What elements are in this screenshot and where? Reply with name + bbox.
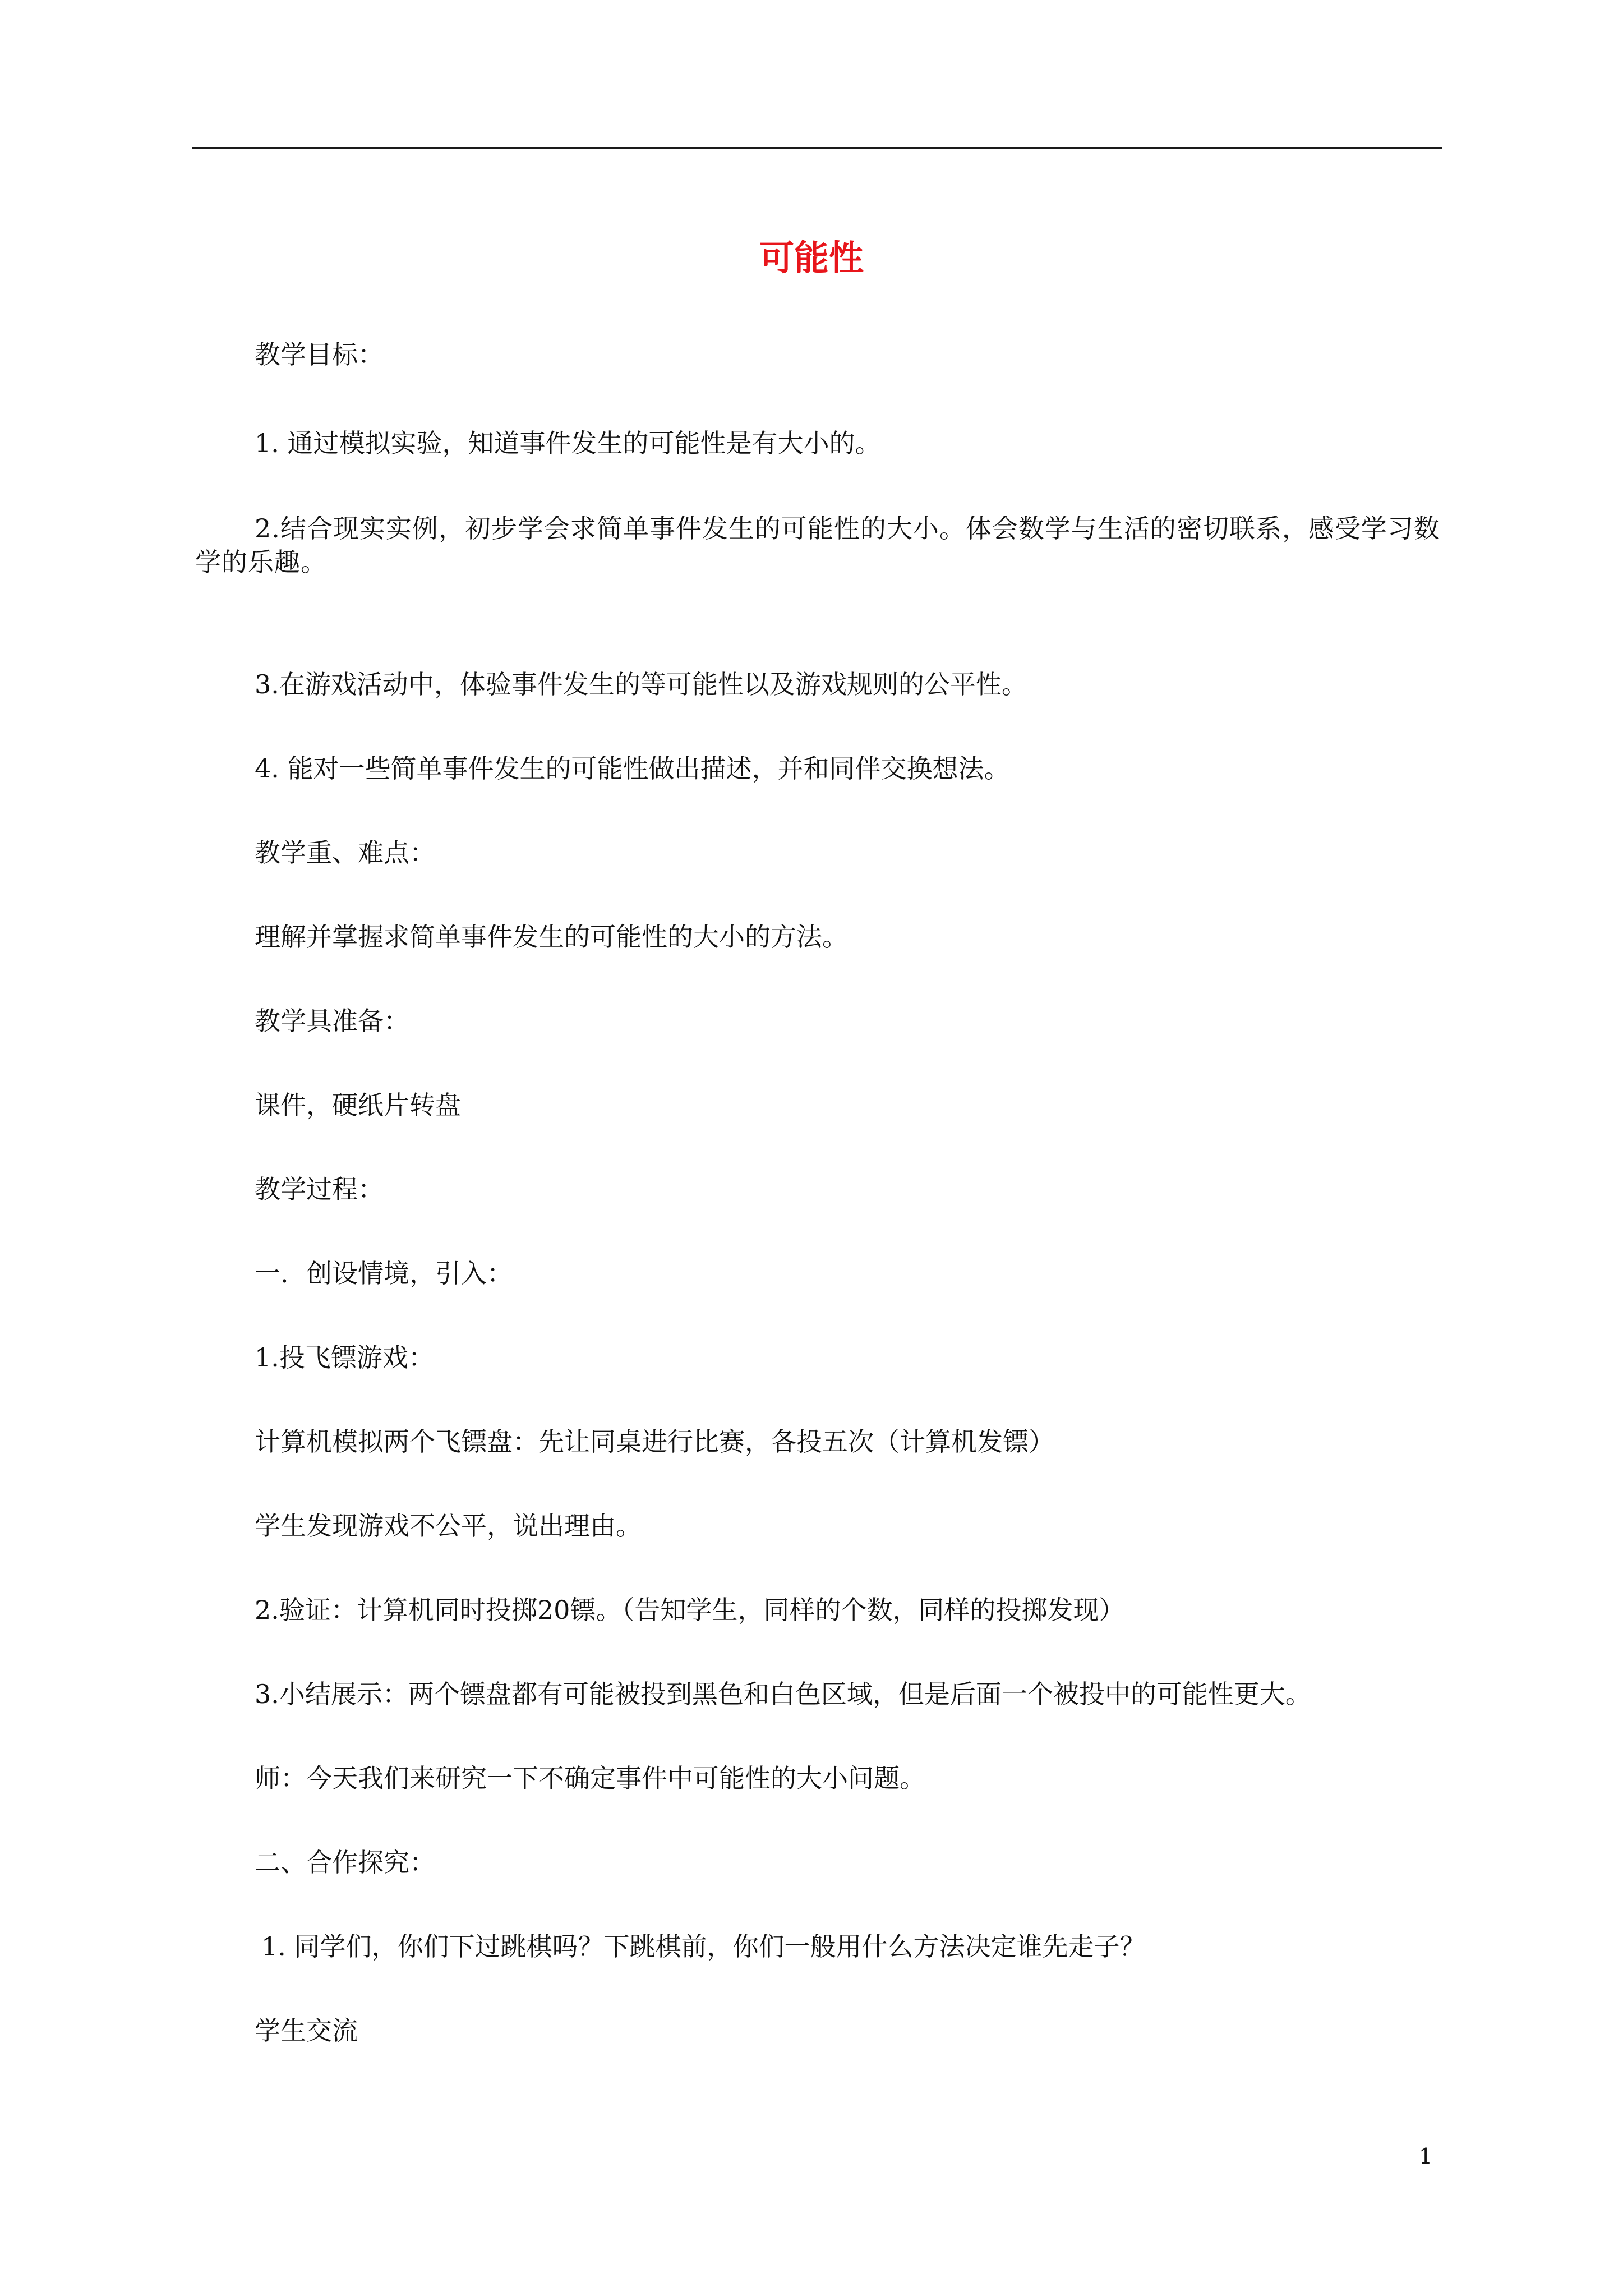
step-3: 3.小结展示：两个镖盘都有可能被投到黑色和白色区域，但是后面一个被投中的可能性更大。 [255,1679,1311,1709]
page-number: 1 [1419,2144,1433,2169]
step-2: 2.验证：计算机同时投掷20镖。（告知学生，同样的个数，同样的投掷发现） [255,1595,1125,1625]
goals-heading: 教学目标： [255,339,384,370]
goal-3: 3.在游戏活动中，体验事件发生的等可能性以及游戏规则的公平性。 [255,669,1027,700]
goal-1: 1. 通过模拟实验，知道事件发生的可能性是有大小的。 [255,428,881,458]
step-1-detail: 计算机模拟两个飞镖盘：先让同桌进行比赛，各投五次（计算机发镖） [255,1427,1054,1457]
step-1: 1.投飞镖游戏： [255,1342,434,1373]
materials: 课件，硬纸片转盘 [255,1090,461,1120]
key-points-heading: 教学重、难点： [255,838,435,868]
section-2-heading: 二、合作探究： [255,1847,435,1878]
teacher-remark: 师：今天我们来研究一下不确定事件中可能性的大小问题。 [255,1763,925,1793]
goal-4: 4. 能对一些简单事件发生的可能性做出描述，并和同伴交换想法。 [255,753,1010,784]
question-1: 1. 同学们，你们下过跳棋吗？下跳棋前，你们一般用什么方法决定谁先走子？ [261,1931,1146,1962]
goal-2: 2.结合现实实例，初步学会求简单事件发生的可能性的大小。体会数学与生活的密切联系，感受学习数学的乐趣。 [195,513,1440,577]
step-1-result: 学生发现游戏不公平，说出理由。 [255,1511,642,1541]
header-rule [192,147,1442,149]
key-points: 理解并掌握求简单事件发生的可能性的大小的方法。 [255,922,848,952]
document-title: 可能性 [759,237,864,278]
section-1-heading: 一．创设情境，引入： [255,1258,513,1289]
materials-heading: 教学具准备： [255,1006,409,1036]
process-heading: 教学过程： [255,1174,384,1204]
student-exchange: 学生交流 [255,2016,358,2046]
